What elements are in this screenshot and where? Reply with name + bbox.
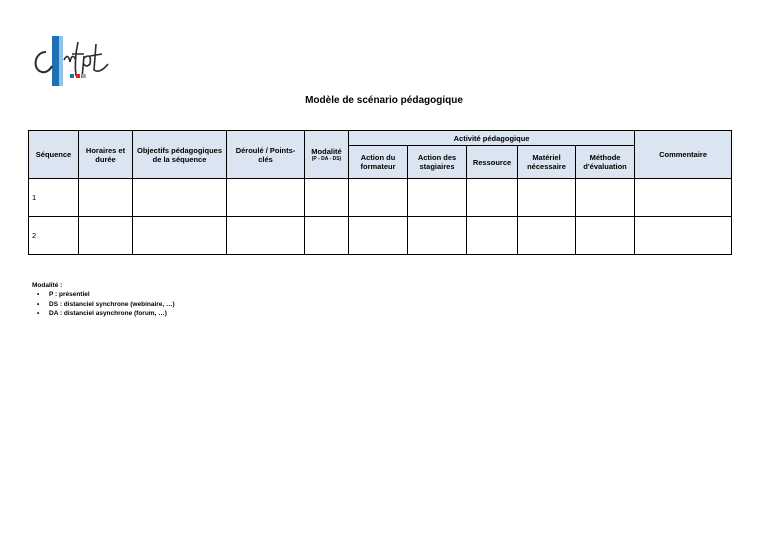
document-title: Modèle de scénario pédagogique	[305, 95, 463, 106]
cell-ressource[interactable]	[467, 179, 518, 217]
cell-action-formateur[interactable]	[349, 179, 408, 217]
logo-red-square	[76, 74, 80, 78]
logo-blue-square	[70, 74, 74, 78]
cell-sequence[interactable]: 1	[29, 179, 79, 217]
header-modalite-sub: (P - DA - DS)	[311, 156, 342, 162]
header-methode: Méthode d'évaluation	[576, 146, 635, 179]
cell-action-stagiaires[interactable]	[408, 217, 467, 255]
table-row	[29, 217, 732, 255]
cell-horaires[interactable]	[79, 217, 133, 255]
header-objectifs: Objectifs pédagogiques de la séquence	[133, 131, 227, 179]
cell-modalite[interactable]	[305, 179, 349, 217]
legend-list	[32, 290, 175, 318]
legend-title: Modalité :	[32, 282, 63, 289]
header-commentaire: Commentaire	[635, 131, 732, 179]
header-ressource: Ressource	[467, 146, 518, 179]
cell-materiel[interactable]	[518, 217, 576, 255]
logo-blue-bar	[52, 36, 60, 86]
cell-materiel[interactable]	[518, 179, 576, 217]
legend-item-ds: • DS : distanciel synchrone (webinaire, …)	[49, 300, 175, 309]
header-horaires: Horaires et durée	[79, 131, 133, 179]
header-deroule: Déroulé / Points-clés	[227, 131, 305, 179]
logo-grey-square	[82, 74, 86, 78]
legend-item-p: • P : présentiel	[49, 290, 175, 299]
header-activite: Activité pédagogique	[349, 131, 635, 146]
cell-action-stagiaires[interactable]	[408, 179, 467, 217]
cell-objectifs[interactable]	[133, 217, 227, 255]
cell-commentaire[interactable]	[635, 217, 732, 255]
cell-deroule[interactable]	[227, 179, 305, 217]
cell-deroule[interactable]	[227, 217, 305, 255]
cell-sequence[interactable]: 2	[29, 217, 79, 255]
cell-horaires[interactable]	[79, 179, 133, 217]
header-action-formateur: Action du formateur	[349, 146, 408, 179]
header-modalite-label: Modalité	[311, 147, 342, 156]
header-sequence: Séquence	[29, 131, 79, 179]
header-materiel: Matériel nécessaire	[518, 146, 576, 179]
cnfpt-logo	[28, 30, 112, 92]
header-modalite	[305, 131, 349, 179]
cell-modalite[interactable]	[305, 217, 349, 255]
cell-objectifs[interactable]	[133, 179, 227, 217]
cell-action-formateur[interactable]	[349, 217, 408, 255]
header-action-stagiaires: Action des stagiaires	[408, 146, 467, 179]
cell-methode[interactable]	[576, 217, 635, 255]
scenario-table	[28, 130, 732, 255]
table-row	[29, 179, 732, 217]
cell-methode[interactable]	[576, 179, 635, 217]
legend-item-da: • DA : distanciel asynchrone (forum, …)	[49, 309, 175, 318]
cell-commentaire[interactable]	[635, 179, 732, 217]
modalite-legend	[32, 281, 175, 319]
cell-ressource[interactable]	[467, 217, 518, 255]
logo-light-blue-bar	[59, 36, 63, 86]
